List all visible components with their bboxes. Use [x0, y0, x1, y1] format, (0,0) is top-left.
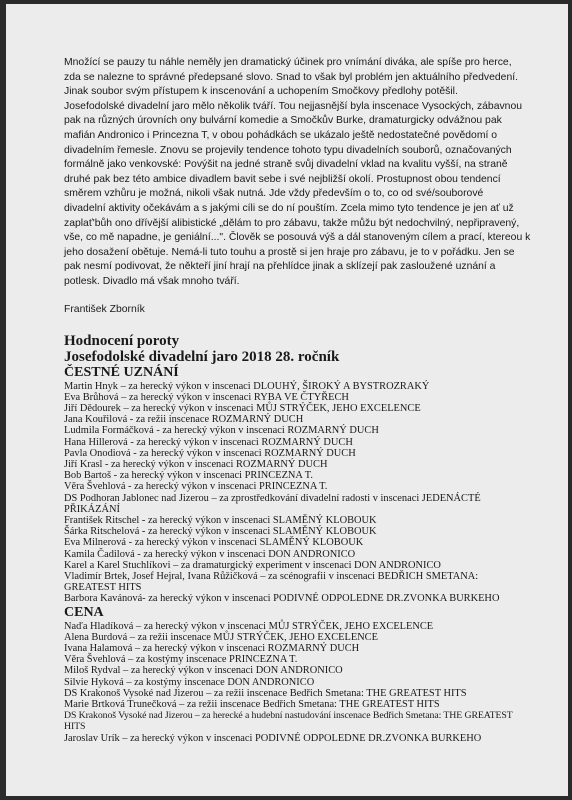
text-line: směrem vzhůru je možná, nikoli však nutná. Jde vždy především o to, co od své/souborové — [64, 188, 484, 200]
prize-item: Ivana Halamová – za herecký výkon v inscenaci ROZMARNÝ DUCH — [64, 642, 360, 654]
honorable-mention-item: Bob Bartoš - za herecký výkon v inscenaci PRINCEZNA T. — [64, 470, 313, 482]
honorable-mention-item: Eva Brůhová – za herecký výkon v inscenaci RYBA VE ČTYŘECH — [64, 391, 349, 403]
author-name: František Zborník — [64, 303, 145, 315]
prize-item: Miloš Rydval – za herecký výkon v inscenaci DON ANDRONICO — [64, 665, 343, 677]
prize-item: DS Krakonoš Vysoké nad Jizerou – za herecké a hudební nastudování inscenace Bedřich Smetana: THE GREATEST HITS — [64, 710, 513, 733]
prize-list — [64, 621, 518, 744]
honorable-mention-item: Karel a Karel Stuchlíkovi – za dramaturgický experiment v inscenaci DON ANDRONICO — [64, 559, 441, 571]
honorable-mention-item: Vladimír Brtek, Josef Hejral, Ivana Růžičková – za scénografii v inscenaci BEDŘICH SMETANA: GREATEST HITS — [64, 570, 479, 594]
honorable-mention-item: Hana Hillerová - za herecký výkon v inscenaci ROZMARNÝ DUCH — [64, 436, 353, 448]
text-line: mafián Andronico i Princezna T, v obou pohádkách se ukázalo ještě nedostatečné povědomí o — [64, 129, 498, 141]
text-line: potlesk. Divadlo má však mnoho tváří. — [64, 275, 240, 287]
honorable-mention-item: Věra Švehlová - za herecký výkon v inscenaci PRINCEZNA T. — [64, 481, 328, 493]
prize-item: Naďa Hladíková – za herecký výkon v inscenaci MŮJ STRÝČEK, JEHO EXCELENCE — [64, 620, 434, 632]
honorable-mention-item: Barbora Kavánová- za herecký výkon v inscenaci PODIVNÉ ODPOLEDNE DR.ZVONKA BURKEHO — [64, 593, 500, 605]
text-line: vše, co mě napadne, je geniální...". Člověk se posouvá výš a dál stanoveným cílem a prací, ktereou k — [64, 232, 531, 244]
text-line: Josefodolské divadelní jaro mělo několik tváří. Tou nejjasnější byla inscenace Vysockých, zábavnou — [64, 100, 523, 112]
festival-subheading: Josefodolské divadelní jaro 2018 28. ročník — [64, 348, 340, 365]
text-line: zda se nalezne to správné předepsané slovo. Snad to však byl problém jen aktuálního předvedení. — [64, 71, 519, 83]
prize-item: Věra Švehlová – za kostýmy inscenace PRINCEZNA T. — [64, 654, 298, 666]
text-line: druhé pak bez této ambice divadlem bavit sebe i své nejbližší okolí. Prostupnost obou tendencí — [64, 173, 501, 185]
honorable-mention-item: Jiří Dědourek – za herecký výkon v inscenaci MŮJ STRÝČEK, JEHO EXCELENCE — [64, 402, 421, 414]
honorable-mention-list — [64, 381, 518, 605]
honorable-mention-item: Ludmila Formáčková - za herecký výkon v inscenaci ROZMARNÝ DUCH — [64, 425, 379, 437]
honorable-mention-item: Eva Milnerová - za herecký výkon v inscenaci SLAMĚNÝ KLOBOUK — [64, 537, 364, 549]
honorable-mention-item: Šárka Ritschelová - za herecký výkon v inscenaci SLAMĚNÝ KLOBOUK — [64, 526, 377, 538]
document-page — [6, 4, 568, 796]
text-line: divadelní aktivity očekávám a s jakými cíli se do ní pouštím. Zcela mimo tyto tendence je jen ať už — [64, 202, 514, 214]
honorable-mention-item: Kamila Čadilová - za herecký výkon v inscenaci DON ANDRONICO — [64, 548, 356, 560]
prize-item: Jaroslav Urík – za herecký výkon v inscenaci PODIVNÉ ODPOLEDNE DR.ZVONKA BURKEHO — [64, 732, 482, 744]
text-line: zaplať'bůh ono dřívější alibistické „dělám to pro zábavu, takže můžu být nedochvilný, nepřipravený, — [64, 217, 520, 229]
prize-item: Silvie Hyková – za kostýmy inscenace DON ANDRONICO — [64, 676, 315, 688]
review-text — [64, 56, 531, 290]
honorable-mention-item: Pavla Onodiová - za herecký výkon v inscenaci ROZMARNÝ DUCH — [64, 447, 356, 459]
prize-title: CENA — [64, 604, 104, 620]
honorable-mention-item: František Ritschel - za herecký výkon v inscenaci SLAMĚNÝ KLOBOUK — [64, 514, 377, 526]
text-line: formálně jako venkovské: Povýšit na jedné straně svůj divadelní vklad na kvalitu vyšší, na straně — [64, 159, 508, 171]
text-line: jeho dosažení obětuje. Nemá-li tuto touhu a prostě si jen hraje pro zábavu, je to v pořádku. Jen se — [64, 246, 515, 258]
honorable-mention-item: Jana Kouřilová - za režii inscenace ROZMARNÝ DUCH — [64, 414, 304, 426]
honorable-mention-item: DS Podhoran Jablonec nad Jizerou – za zprostředkování divadelní radosti v inscenaci JEDENÁCTÉ PŘIKÁZÁNÍ — [64, 492, 481, 515]
text-line: pak nesmí podivovat, že někteří jiní hrají na přehlídce jinak a sklízejí pak zasloužené uznání a — [64, 261, 496, 273]
honorable-mention-item: Jiří Krasl - za herecký výkon v inscenaci ROZMARNÝ DUCH — [64, 458, 328, 470]
prize-item: DS Krakonoš Vysoké nad Jizerou – za režii inscenace Bedřich Smetana: THE GREATEST HITS — [64, 687, 467, 699]
honorable-mention-item: Martin Hnyk – za herecký výkon v inscenaci DLOUHÝ, ŠIROKÝ A BYSTROZRAKÝ — [64, 380, 430, 392]
text-line: Jinak soubor svým přístupem k inscenování a uchopením Smočkovy předlohy potěšil. — [64, 86, 458, 98]
text-line: divadelním řemesle. Znovu se projevily tendence tohoto typu divadelních souborů, označovaných — [64, 144, 512, 156]
prize-item: Marie Brtková Trunečková – za režii inscenace Bedřich Smetana: THE GREATEST HITS — [64, 698, 440, 710]
results-heading: Hodnocení poroty — [64, 332, 180, 349]
text-line: Množící se pauzy tu náhle neměly jen dramatický účinek pro vnímání diváka, ale spíše pro herce, — [64, 57, 512, 68]
jury-results — [64, 333, 518, 744]
honorable-mention-title: ČESTNÉ UZNÁNÍ — [64, 364, 179, 380]
text-line: pak na různých úrovních ony bulvární komedie a Smočkův Burke, dramaturgicky odvážnou pak — [64, 115, 502, 127]
prize-item: Alena Burdová – za režii inscenace MŮJ STRÝČEK, JEHO EXCELENCE — [64, 631, 378, 643]
